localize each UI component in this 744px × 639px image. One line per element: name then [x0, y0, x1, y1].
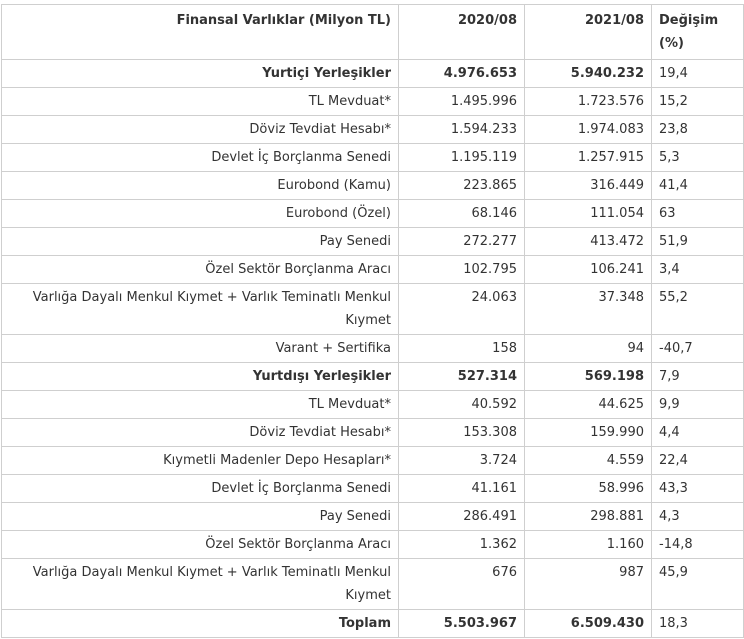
row-value-2021: 1.723.576	[525, 88, 652, 116]
row-value-2020: 1.594.233	[399, 116, 525, 144]
row-change: 4,3	[652, 503, 744, 531]
row-value-2021: 1.257.915	[525, 144, 652, 172]
row-value-2021: 4.559	[525, 447, 652, 475]
table-row	[2, 447, 744, 475]
row-value-2021: 987	[525, 559, 652, 610]
row-value-2021: 94	[525, 335, 652, 363]
row-change: 15,2	[652, 88, 744, 116]
row-label: Kıymetli Madenler Depo Hesapları*	[2, 447, 399, 475]
row-label: Yurtdışı Yerleşikler	[2, 363, 399, 391]
row-change: 18,3	[652, 610, 744, 638]
row-value-2021: 298.881	[525, 503, 652, 531]
row-label: Döviz Tevdiat Hesabı*	[2, 419, 399, 447]
row-change: -40,7	[652, 335, 744, 363]
row-label: TL Mevduat*	[2, 391, 399, 419]
table-row	[2, 228, 744, 256]
table-row	[2, 88, 744, 116]
table-row	[2, 475, 744, 503]
table-row	[2, 419, 744, 447]
row-value-2020: 5.503.967	[399, 610, 525, 638]
row-value-2021: 37.348	[525, 284, 652, 335]
row-value-2020: 40.592	[399, 391, 525, 419]
row-value-2020: 527.314	[399, 363, 525, 391]
row-label: Pay Senedi	[2, 503, 399, 531]
table-row	[2, 391, 744, 419]
row-value-2020: 102.795	[399, 256, 525, 284]
header-label: Finansal Varlıklar (Milyon TL)	[2, 5, 399, 60]
row-change: 51,9	[652, 228, 744, 256]
row-change: 7,9	[652, 363, 744, 391]
row-value-2020: 223.865	[399, 172, 525, 200]
row-value-2021: 106.241	[525, 256, 652, 284]
row-change: 43,3	[652, 475, 744, 503]
row-value-2020: 24.063	[399, 284, 525, 335]
row-value-2020: 4.976.653	[399, 60, 525, 88]
row-value-2020: 1.495.996	[399, 88, 525, 116]
row-value-2021: 6.509.430	[525, 610, 652, 638]
row-value-2020: 41.161	[399, 475, 525, 503]
row-change: 19,4	[652, 60, 744, 88]
row-change: 4,4	[652, 419, 744, 447]
header-change: Değişim (%)	[652, 5, 744, 60]
row-label: Devlet İç Borçlanma Senedi	[2, 475, 399, 503]
row-value-2020: 1.195.119	[399, 144, 525, 172]
row-change: 63	[652, 200, 744, 228]
row-change: 9,9	[652, 391, 744, 419]
row-value-2020: 153.308	[399, 419, 525, 447]
row-value-2021: 569.198	[525, 363, 652, 391]
table-header-row	[2, 5, 744, 60]
row-change: 23,8	[652, 116, 744, 144]
row-label: Döviz Tevdiat Hesabı*	[2, 116, 399, 144]
row-value-2020: 158	[399, 335, 525, 363]
row-label: Devlet İç Borçlanma Senedi	[2, 144, 399, 172]
row-label: Varlığa Dayalı Menkul Kıymet + Varlık Teminatlı Menkul Kıymet	[2, 559, 399, 610]
row-change: -14,8	[652, 531, 744, 559]
row-label: Toplam	[2, 610, 399, 638]
table-row-group	[2, 610, 744, 638]
row-value-2021: 58.996	[525, 475, 652, 503]
table-row	[2, 144, 744, 172]
row-value-2021: 44.625	[525, 391, 652, 419]
financial-assets-table	[1, 4, 744, 638]
row-label: TL Mevduat*	[2, 88, 399, 116]
row-change: 41,4	[652, 172, 744, 200]
row-change: 55,2	[652, 284, 744, 335]
row-change: 45,9	[652, 559, 744, 610]
header-2020: 2020/08	[399, 5, 525, 60]
table-row	[2, 256, 744, 284]
table-row	[2, 172, 744, 200]
table-row	[2, 335, 744, 363]
table-row	[2, 503, 744, 531]
table-row-group	[2, 363, 744, 391]
row-value-2021: 316.449	[525, 172, 652, 200]
table-row	[2, 200, 744, 228]
row-value-2021: 1.974.083	[525, 116, 652, 144]
row-label: Yurtiçi Yerleşikler	[2, 60, 399, 88]
row-value-2020: 1.362	[399, 531, 525, 559]
row-label: Eurobond (Özel)	[2, 200, 399, 228]
table-body	[2, 60, 744, 638]
table-row	[2, 531, 744, 559]
row-value-2020: 286.491	[399, 503, 525, 531]
row-label: Varlığa Dayalı Menkul Kıymet + Varlık Teminatlı Menkul Kıymet	[2, 284, 399, 335]
row-value-2021: 413.472	[525, 228, 652, 256]
row-value-2021: 159.990	[525, 419, 652, 447]
row-label: Pay Senedi	[2, 228, 399, 256]
row-value-2020: 272.277	[399, 228, 525, 256]
row-label: Özel Sektör Borçlanma Aracı	[2, 256, 399, 284]
table-row-group	[2, 60, 744, 88]
row-value-2020: 68.146	[399, 200, 525, 228]
row-label: Varant + Sertifika	[2, 335, 399, 363]
row-value-2021: 111.054	[525, 200, 652, 228]
row-value-2020: 676	[399, 559, 525, 610]
table-row	[2, 559, 744, 610]
table-row	[2, 116, 744, 144]
row-label: Eurobond (Kamu)	[2, 172, 399, 200]
row-change: 5,3	[652, 144, 744, 172]
row-change: 22,4	[652, 447, 744, 475]
table-row	[2, 284, 744, 335]
row-value-2021: 1.160	[525, 531, 652, 559]
header-2021: 2021/08	[525, 5, 652, 60]
row-value-2021: 5.940.232	[525, 60, 652, 88]
row-value-2020: 3.724	[399, 447, 525, 475]
row-change: 3,4	[652, 256, 744, 284]
row-label: Özel Sektör Borçlanma Aracı	[2, 531, 399, 559]
